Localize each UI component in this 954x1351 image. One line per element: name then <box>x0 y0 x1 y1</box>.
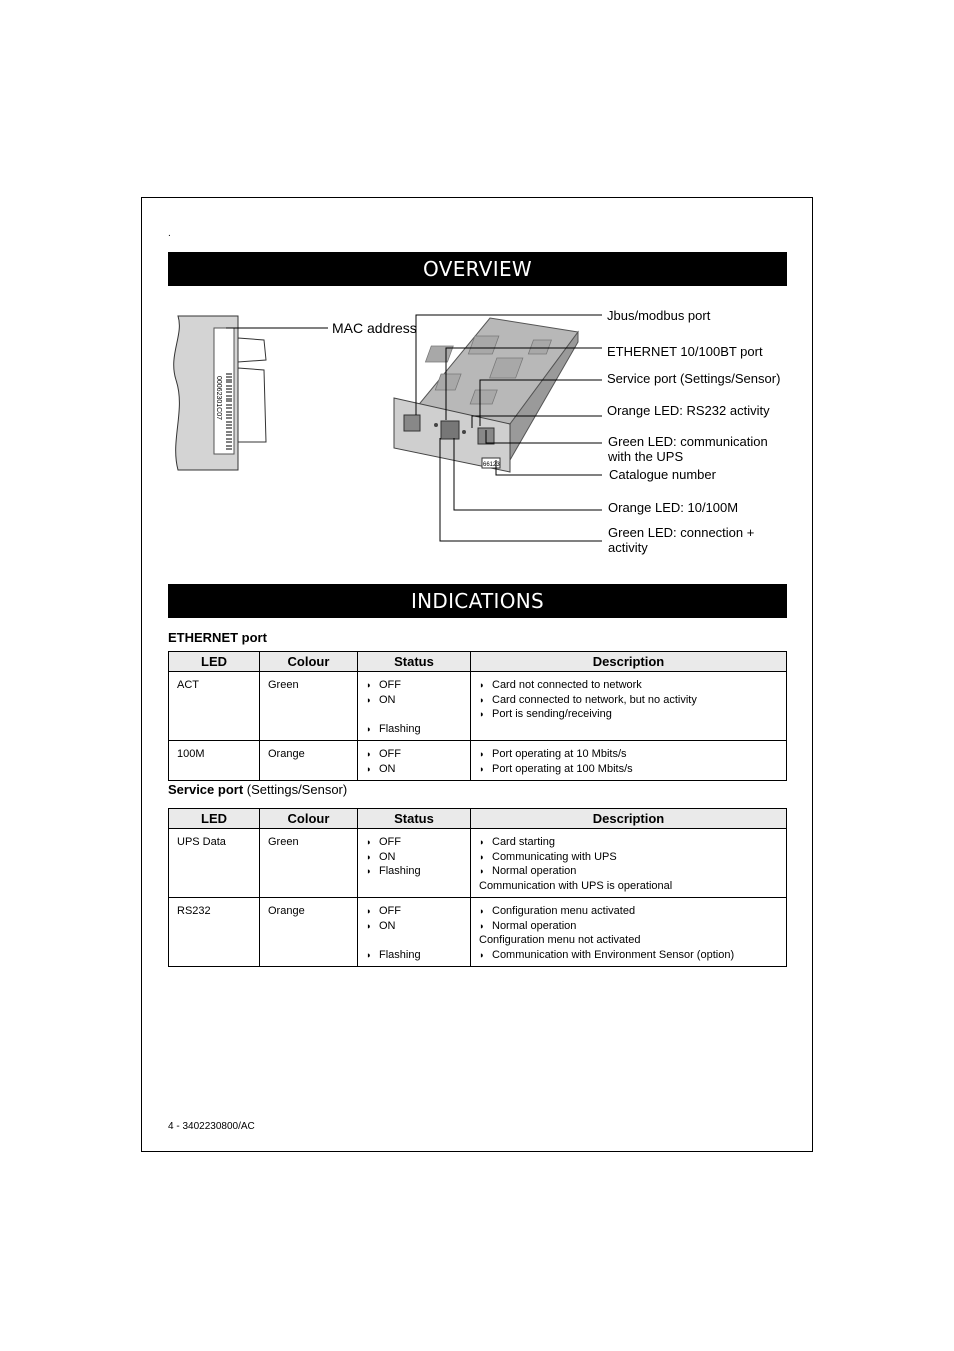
status-item: ◗ Flashing <box>366 948 462 963</box>
label-service-port: Service port (Settings/Sensor) <box>607 371 781 386</box>
description-item: ◗ Card starting <box>479 835 778 850</box>
header-led: LED <box>169 809 260 829</box>
service-heading: Service port (Settings/Sensor) <box>168 782 348 797</box>
label-orange-led-rs232: Orange LED: RS232 activity <box>607 403 770 418</box>
label-catalogue-number: Catalogue number <box>609 467 716 482</box>
description-item: ◗ Normal operation <box>479 919 778 934</box>
cell-led: 100M <box>169 741 260 781</box>
description-note: Communication with UPS is operational <box>479 879 673 892</box>
header-colour: Colour <box>260 652 358 672</box>
label-green-led-connection: Green LED: connection + activity <box>608 525 755 555</box>
description-item: ◗ Port operating at 10 Mbits/s <box>479 747 778 762</box>
description-item: ◗ Communication with Environment Sensor (option) <box>479 948 778 963</box>
table-row <box>169 672 787 741</box>
status-item: ◗ Flashing <box>366 722 462 737</box>
label-ethernet-port: ETHERNET 10/100BT port <box>607 344 763 359</box>
status-item: ◗ Flashing <box>366 864 462 879</box>
status-item: ◗ OFF <box>366 904 462 919</box>
status-item: ◗ ON <box>366 850 462 865</box>
description-item: ◗ Port operating at 100 Mbits/s <box>479 762 778 777</box>
status-item: ◗ ON <box>366 919 462 934</box>
label-orange-led-10100: Orange LED: 10/100M <box>608 500 739 515</box>
description-item: ◗ Card connected to network, but no activity <box>479 693 778 708</box>
label-mac-address: MAC address <box>332 320 417 336</box>
header-colour: Colour <box>260 809 358 829</box>
cell-colour: Orange <box>260 741 358 781</box>
table-header-row <box>169 809 787 829</box>
cell-description <box>471 741 787 781</box>
header-description: Description <box>471 652 787 672</box>
status-item: ◗ OFF <box>366 678 462 693</box>
header-status: Status <box>358 809 471 829</box>
overview-diagram <box>168 300 787 565</box>
description-item: ◗ Port is sending/receiving <box>479 707 778 722</box>
status-item: ◗ ON <box>366 762 462 777</box>
header-led: LED <box>169 652 260 672</box>
page-footer: 4 - 3402230800/AC <box>168 1121 255 1132</box>
mac-label-text: 00062301C07 <box>215 376 222 420</box>
cell-description <box>471 898 787 967</box>
ethernet-led-table <box>168 651 787 781</box>
cell-led: RS232 <box>169 898 260 967</box>
cell-status <box>358 741 471 781</box>
header-status: Status <box>358 652 471 672</box>
barcode-icon <box>226 372 232 452</box>
cell-colour: Orange <box>260 898 358 967</box>
cell-status <box>358 898 471 967</box>
status-item: ◗ ON <box>366 693 462 708</box>
cell-led: ACT <box>169 672 260 741</box>
cell-status <box>358 829 471 898</box>
cell-colour: Green <box>260 672 358 741</box>
description-item: ◗ Configuration menu activated <box>479 904 778 919</box>
description-item: ◗ Communicating with UPS <box>479 850 778 865</box>
status-item: ◗ OFF <box>366 747 462 762</box>
cell-description <box>471 672 787 741</box>
description-item: ◗ Card not connected to network <box>479 678 778 693</box>
service-led-table <box>168 808 787 967</box>
ethernet-heading: ETHERNET port <box>168 630 267 645</box>
status-item: ◗ OFF <box>366 835 462 850</box>
label-jbus-port: Jbus/modbus port <box>607 308 711 323</box>
cell-colour: Green <box>260 829 358 898</box>
header-description: Description <box>471 809 787 829</box>
cell-led: UPS Data <box>169 829 260 898</box>
label-green-led-comm: Green LED: communication with the UPS <box>608 434 768 464</box>
catalogue-label-text: 66123 <box>483 462 500 468</box>
table-header-row <box>169 652 787 672</box>
cell-status <box>358 672 471 741</box>
indications-banner: INDICATIONS <box>168 584 787 618</box>
table-row <box>169 741 787 781</box>
page-dot: . <box>168 228 171 239</box>
description-note: Configuration menu not activated <box>479 934 641 946</box>
table-row <box>169 829 787 898</box>
description-item: ◗ Normal operation <box>479 864 778 879</box>
cell-description <box>471 829 787 898</box>
table-row <box>169 898 787 967</box>
overview-banner: OVERVIEW <box>168 252 787 286</box>
